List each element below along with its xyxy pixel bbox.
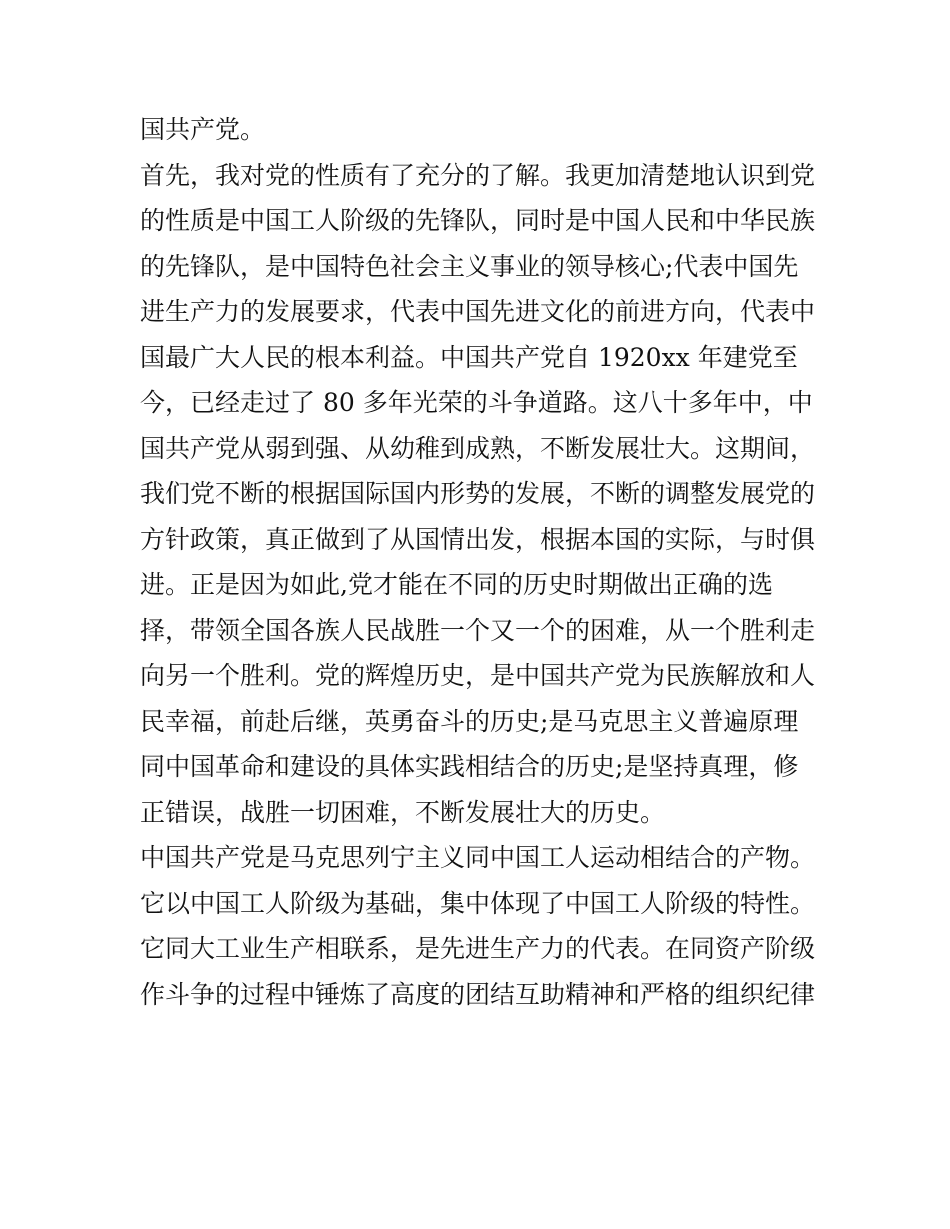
text-line: 正错误，战胜一切困难，不断发展壮大的历史。 [140, 797, 666, 827]
text-line: 国最广大人民的根本利益。中国共产党自 1920xx 年建党至 [140, 342, 798, 372]
text-line: 国共产党。 [140, 115, 266, 144]
text-line: 择，带领全国各族人民战胜一个又一个的困难，从一个胜利走 [140, 615, 816, 645]
text-line: 同中国革命和建设的具体实践相结合的历史;是坚持真理，修 [140, 752, 799, 781]
text-line: 民幸福，前赴后继，英勇奋斗的历史;是马克思主义普遍原理 [140, 706, 799, 736]
text-line: 首先，我对党的性质有了充分的了解。我更加清楚地认识到党 [140, 160, 816, 190]
text-line: 进生产力的发展要求，代表中国先进文化的前进方向，代表中 [140, 297, 816, 326]
text-line: 它以中国工人阶级为基础，集中体现了中国工人阶级的特性。 [140, 888, 816, 918]
text-line: 进。正是因为如此,党才能在不同的历史时期做出正确的选 [140, 570, 773, 599]
text-line: 的性质是中国工人阶级的先锋队，同时是中国人民和中华民族 [140, 206, 816, 235]
text-line: 国共产党从弱到强、从幼稚到成熟，不断发展壮大。这期间， [140, 433, 816, 463]
text-line: 今，已经走过了 80 多年光荣的斗争道路。这八十多年中，中 [140, 388, 813, 417]
text-line: 我们党不断的根据国际国内形势的发展，不断的调整发展党的 [140, 479, 816, 508]
text-line: 中国共产党是马克思列宁主义同中国工人运动相结合的产物。 [140, 843, 816, 872]
text-line: 方针政策，真正做到了从国情出发，根据本国的实际，与时俱 [140, 524, 816, 554]
text-line: 它同大工业生产相联系，是先进生产力的代表。在同资产阶级 [140, 934, 816, 963]
text-line: 的先锋队，是中国特色社会主义事业的领导核心;代表中国先 [140, 251, 799, 281]
body-text [140, 107, 830, 1017]
text-line: 向另一个胜利。党的辉煌历史，是中国共产党为民族解放和人 [140, 661, 816, 690]
text-line: 作斗争的过程中锤炼了高度的团结互助精神和严格的组织纪律 [140, 979, 816, 1009]
